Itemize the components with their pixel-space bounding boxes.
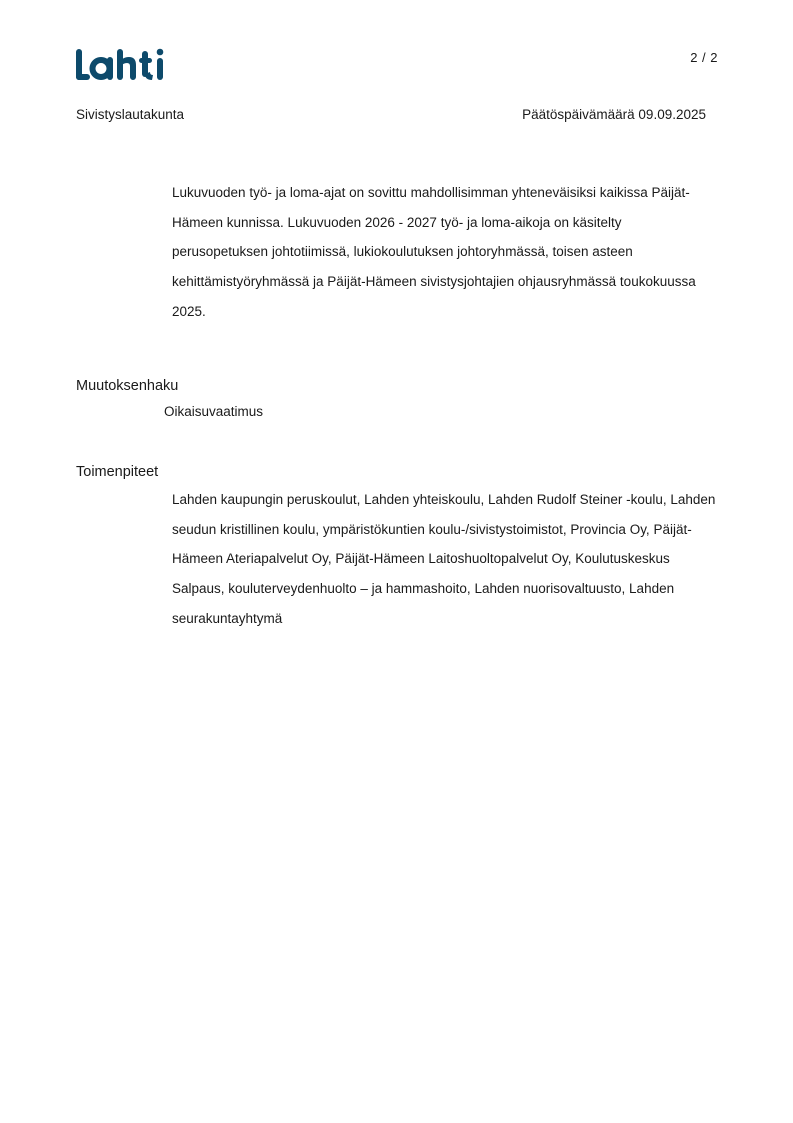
decision-date: Päätöspäivämäärä 09.09.2025 <box>522 107 706 122</box>
toimenpiteet-heading: Toimenpiteet <box>76 464 159 480</box>
intro-paragraph: Lukuvuoden työ- ja loma-ajat on sovittu mahdollisimman yhteneväisiksi kaikissa Päijät-Hämeen kunnissa. Lukuvuoden 2026 - 2027 työ- ja loma-aikoja on käsitelty perusopetuksen johtotiimissä, lukiokoulutuksen johtoryhmässä, toisen asteen kehittämistyöryhmässä ja Päijät-Hämeen sivistysjohtajien ohjausryhmässä toukokuussa 2025. <box>172 185 696 319</box>
toimenpiteet-text: Lahden kaupungin peruskoulut, Lahden yhteiskoulu, Lahden Rudolf Steiner -koulu, Lahden seudun kristillinen koulu, ympäristökuntien koulu-/sivistystoimistot, Provincia Oy, Päijät-Hämeen Ateriapalvelut Oy, Päijät-Hämeen Laitoshuoltopalvelut Oy, Koulutuskeskus Salpaus, kouluterveydenhuolto – ja hammashoito, Lahden nuorisovaltuusto, Lahden seurakuntayhtymä <box>172 492 716 626</box>
appeal-type: Oikaisuvaatimus <box>164 404 264 419</box>
lahti-logo-wordmark <box>75 48 167 82</box>
department-name: Sivistyslautakunta <box>76 107 185 122</box>
page-number: 2 / 2 <box>690 50 718 65</box>
logo-text <box>75 82 76 83</box>
document-header <box>76 107 706 122</box>
lahti-logo <box>75 48 167 82</box>
muutoksenhaku-heading: Muutoksenhaku <box>76 378 179 394</box>
